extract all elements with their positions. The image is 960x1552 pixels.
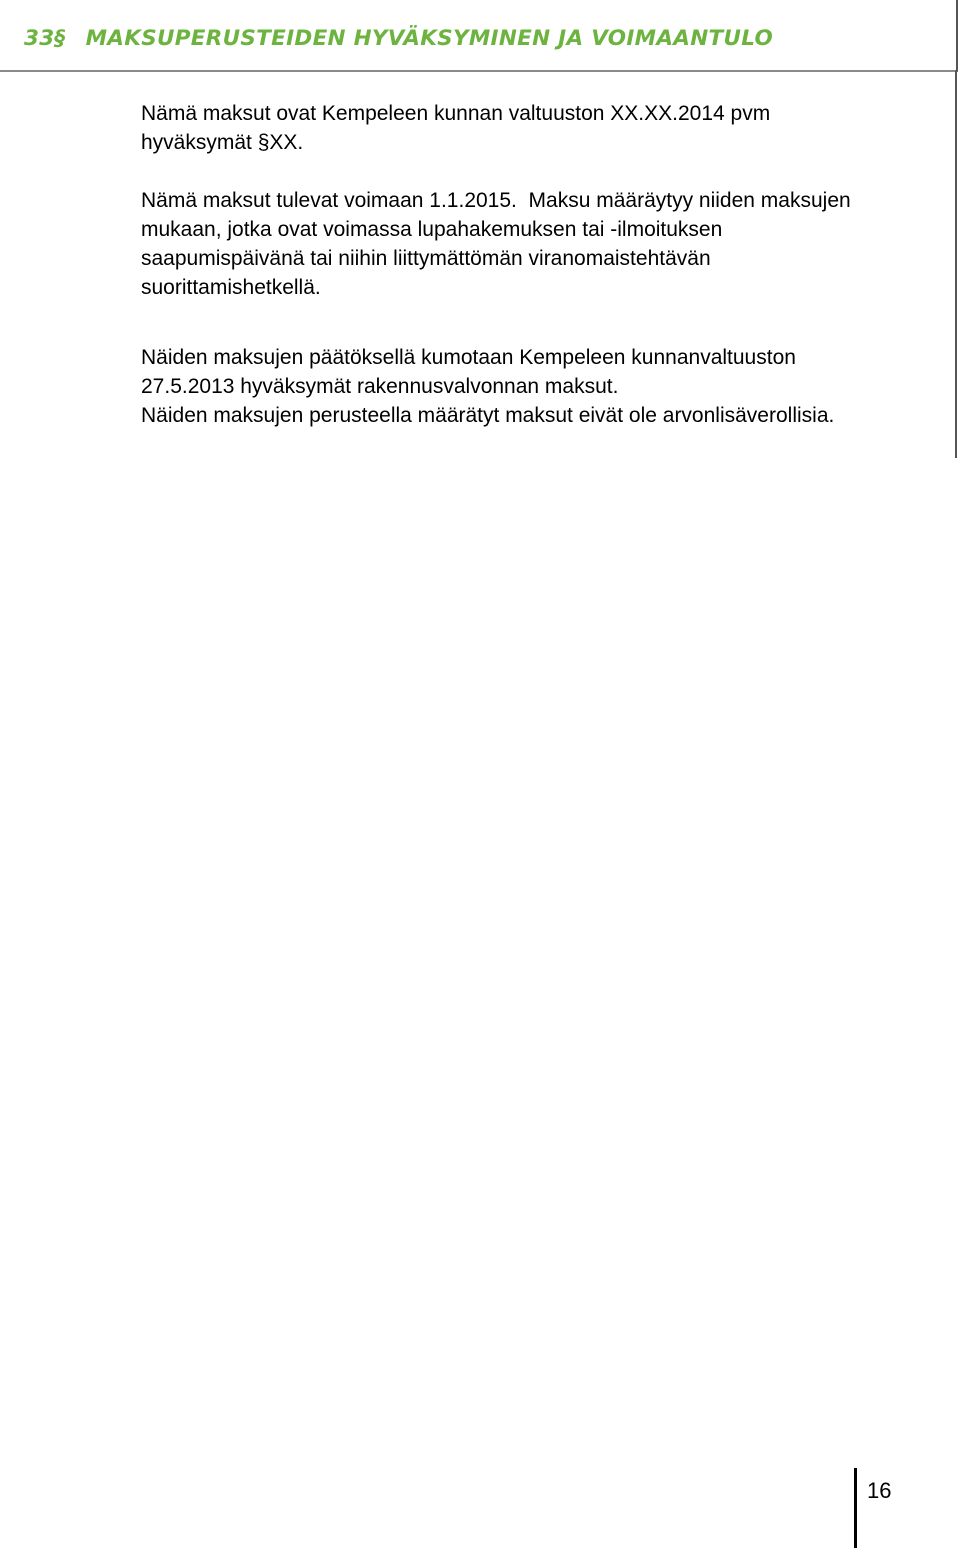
entry-line-4: suorittamishetkellä. — [141, 276, 321, 299]
paragraph-spacer — [141, 157, 951, 186]
page-number: 16 — [867, 1478, 892, 1503]
body-text — [141, 99, 951, 430]
section-heading — [24, 26, 773, 51]
page-number-rule — [854, 1468, 857, 1548]
paragraph-spacer — [141, 302, 951, 343]
repeal-line-1: Näiden maksujen päätöksellä kumotaan Kempeleen kunnanvaltuuston — [141, 346, 796, 369]
approval-line-2: hyväksymät §XX. — [141, 131, 304, 154]
section-sign: § — [54, 26, 66, 51]
repeal-line-2: 27.5.2013 hyväksymät rakennusvalvonnan maksut. — [141, 375, 619, 398]
vat-line: Näiden maksujen perusteella määrätyt maksut eivät ole arvonlisäverollisia. — [141, 404, 835, 427]
entry-line-1: Nämä maksut tulevat voimaan 1.1.2015. Maksu määräytyy niiden maksujen — [141, 189, 851, 212]
entry-line-3: saapumispäivänä tai niihin liittymättömän viranomaistehtävän — [141, 247, 711, 270]
section-heading-bar — [0, 0, 958, 72]
section-title: MAKSUPERUSTEIDEN HYVÄKSYMINEN JA VOIMAANTULO — [85, 26, 774, 51]
approval-line-1: Nämä maksut ovat Kempeleen kunnan valtuuston XX.XX.2014 pvm — [141, 102, 771, 125]
entry-line-2: mukaan, jotka ovat voimassa lupahakemuksen tai -ilmoituksen — [141, 218, 723, 241]
right-border-rule — [955, 70, 957, 458]
section-number: 33 — [24, 26, 55, 51]
